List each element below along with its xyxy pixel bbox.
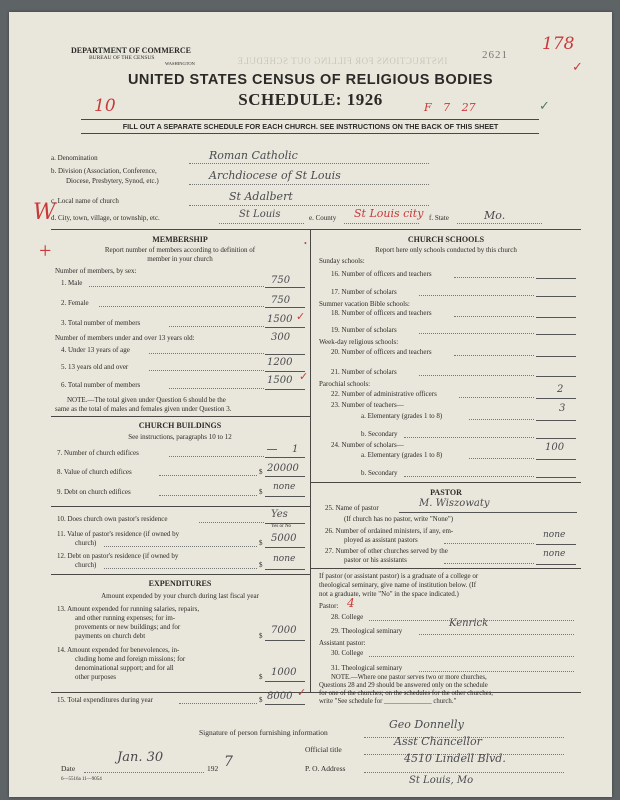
denomination-value: Roman Catholic — [209, 149, 298, 162]
q11-value: 5000 — [271, 533, 297, 544]
bureau-name: BUREAU OF THE CENSUS — [89, 55, 155, 61]
q1-male-label: 1. Male — [61, 279, 83, 287]
margin-mark: W — [33, 200, 56, 225]
membership-intro: Report number of members according to definition of — [104, 246, 256, 254]
dept-name: DEPARTMENT OF COMMERCE — [71, 46, 192, 55]
q1-male-value: 750 — [271, 275, 291, 286]
sunday-label: Sunday schools: — [319, 257, 365, 265]
ink-date: F 7 27 — [424, 101, 476, 114]
buildings-heading: CHURCH BUILDINGS — [138, 421, 222, 430]
q13-dollar: $ — [259, 632, 263, 640]
college-instructions-2: theological seminary, give name of institution below. (If — [319, 581, 477, 589]
center-divider — [310, 229, 311, 692]
q20-label: 20. Number of officers and teachers — [331, 348, 432, 356]
local-name-value: St Adalbert — [229, 190, 293, 203]
city-label: d. City, town, village, or township, etc. — [51, 214, 160, 222]
college-instructions-3: not a graduate, write "No" in the space indicated.) — [319, 590, 459, 598]
signature-value: Geo Donnelly — [389, 718, 464, 731]
q17-label: 17. Number of scholars — [331, 288, 397, 296]
q11-dollar: $ — [259, 539, 263, 547]
q14-label-4: other purposes — [75, 673, 117, 681]
division-value: Archdiocese of St Louis — [209, 169, 341, 182]
red-dot: • — [304, 239, 307, 248]
q26-value: none — [543, 530, 566, 540]
official-title-value: Asst Chancellor — [394, 735, 482, 748]
q14-value: 1000 — [271, 667, 297, 678]
q25-hint: (If church has no pastor, write "None") — [344, 515, 454, 523]
weekday-label: Week-day religious schools: — [319, 338, 399, 346]
q9-value: none — [273, 482, 296, 492]
summer-label: Summer vacation Bible schools: — [319, 300, 410, 308]
bleed-through-text: INSTRUCTIONS FOR FILLING OUT SCHEDULE — [237, 56, 448, 66]
schools-heading: CHURCH SCHOOLS — [407, 235, 485, 244]
address-value: 4510 Lindell Blvd. — [404, 752, 506, 765]
q30-label: 30. College — [331, 649, 364, 657]
check-q6: ✓ — [299, 371, 309, 383]
q7-label: 7. Number of church edifices — [57, 449, 139, 457]
pastor-label: Pastor: — [319, 602, 339, 610]
ink-number: 178 — [542, 34, 575, 54]
q4-under13-value: 300 — [271, 332, 291, 343]
county-label: e. County — [309, 214, 337, 222]
q12-label-2: church) — [75, 561, 97, 569]
q19-label: 19. Number of scholars — [331, 326, 397, 334]
division-label-2: Diocese, Presbytery, Synod, etc.) — [66, 177, 159, 185]
q29-value: Kenrick — [449, 618, 489, 629]
q29-label: 29. Theological seminary — [331, 627, 403, 635]
date-label: Date — [61, 764, 76, 773]
membership-note-2: same as the total of males and females given under Question 3. — [55, 405, 232, 413]
q10-hint: Yes or No — [271, 524, 292, 529]
q6-total-value: 1500 — [267, 375, 293, 386]
q13-label-3: provements or new buildings; and for — [75, 623, 181, 631]
ink-ten: 10 — [94, 96, 116, 116]
pastor-note: NOTE.—Where one pastor serves two or more churches, — [331, 674, 487, 681]
q28-label: 28. College — [331, 613, 364, 621]
q27-label-2: pastor or his assistants — [344, 556, 407, 564]
official-title-label: Official title — [305, 745, 342, 754]
city-value: St Louis — [239, 209, 281, 220]
section-bottom-rule — [51, 692, 581, 693]
q24-label: 24. Number of scholars— — [331, 441, 404, 449]
q8-dollar: $ — [259, 468, 263, 476]
q21-label: 21. Number of scholars — [331, 368, 397, 376]
q3-total-label: 3. Total number of members — [61, 319, 141, 327]
membership-intro-2: member in your church — [147, 255, 213, 263]
q7-strike — [267, 444, 277, 455]
q27-value: none — [543, 549, 566, 559]
q8-label: 8. Value of church edifices — [57, 468, 132, 476]
q14-label-3: denominational support; and for all — [75, 664, 174, 672]
q22-value: 2 — [557, 384, 564, 395]
q11-label: 11. Value of pastor's residence (if owned by — [57, 530, 180, 538]
form-number: 6—5516a 11—9054 — [61, 777, 102, 782]
q4-under13-label: 4. Under 13 years of age — [61, 346, 130, 354]
q16-label: 16. Number of officers and teachers — [331, 270, 432, 278]
cross-mark: + — [39, 238, 52, 263]
q31-label: 31. Theological seminary — [331, 664, 403, 672]
q13-label: 13. Amount expended for running salaries, repairs, — [57, 605, 200, 613]
q15-value: 8000 — [267, 691, 293, 702]
parochial-label: Parochial schools: — [319, 380, 371, 388]
q9-label: 9. Debt on church edifices — [57, 488, 131, 496]
q10-label: 10. Does church own pastor's residence — [57, 515, 168, 523]
q14-label-2: cluding home and foreign missions; for — [75, 655, 186, 663]
q12-value: none — [273, 554, 296, 564]
buildings-subheading: See instructions, paragraphs 10 to 12 — [128, 433, 232, 441]
local-name-label: c. Local name of church — [51, 197, 119, 205]
assistant-label: Assistant pastor: — [319, 639, 366, 647]
q25-value: M. Wiszowaty — [419, 498, 490, 509]
q6-total-label: 6. Total number of members — [61, 381, 141, 389]
check-mark-green: ✓ — [539, 98, 550, 113]
q27-label: 27. Number of other churches served by the — [325, 547, 448, 555]
address-label: P. O. Address — [305, 764, 346, 773]
city-name: WASHINGTON — [165, 61, 195, 66]
pastor-mark: 4 — [347, 596, 355, 610]
q26-label: 26. Number of ordained ministers, if any, em- — [325, 527, 454, 535]
q23b-label: b. Secondary — [361, 430, 398, 438]
q15-label: 15. Total expenditures during year — [57, 696, 153, 704]
membership-heading: MEMBERSHIP — [152, 235, 208, 244]
instructions-banner: FILL OUT A SEPARATE SCHEDULE FOR EACH CHURCH. SEE INSTRUCTIONS ON THE BACK OF THIS SHEET — [122, 122, 499, 131]
section-top-rule — [51, 229, 581, 230]
q14-label: 14. Amount expended for benevolences, in- — [57, 646, 180, 654]
q13-label-2: and other running expenses; for im- — [75, 614, 176, 622]
q15-dollar: $ — [259, 696, 263, 704]
q26-label-2: ployed as assistant pastors — [344, 536, 418, 544]
expenditures-heading: EXPENDITURES — [148, 579, 212, 588]
q12-label: 12. Debt on pastor's residence (if owned by — [57, 552, 179, 560]
check-q15: ✓ — [297, 687, 307, 699]
signature-label: Signature of person furnishing information — [199, 728, 328, 737]
q2-female-label: 2. Female — [61, 299, 89, 307]
schools-intro: Report here only schools conducted by this church — [375, 246, 517, 254]
q10-value: Yes — [271, 509, 288, 520]
q7-value: 1 — [292, 444, 299, 455]
q12-dollar: $ — [259, 561, 263, 569]
year-value: 7 — [224, 754, 233, 770]
q11-label-2: church) — [75, 539, 97, 547]
pastor-heading: PASTOR — [430, 488, 462, 497]
q24a-value: 100 — [545, 442, 565, 453]
q8-value: 20000 — [267, 463, 299, 474]
q3-total-value: 1500 — [267, 314, 293, 325]
pastor-note-4: write "See schedule for ______________ church." — [319, 698, 457, 705]
q23-label: 23. Number of teachers— — [331, 401, 404, 409]
q13-label-4: payments on church debt — [75, 632, 146, 640]
q22-label: 22. Number of administrative officers — [331, 390, 437, 398]
by-sex-label: Number of members, by sex: — [55, 267, 137, 275]
q23a-value: 3 — [559, 403, 566, 414]
form-title: UNITED STATES CENSUS OF RELIGIOUS BODIES — [127, 72, 494, 88]
pastor-note-3: for one of the churches; on the schedules for the other churches, — [319, 690, 494, 697]
expenditures-subheading: Amount expended by your church during last fiscal year — [101, 592, 259, 600]
census-schedule-page — [9, 12, 612, 797]
q23a-label: a. Elementary (grades 1 to 8) — [361, 412, 443, 420]
q2-female-value: 750 — [271, 295, 291, 306]
q5-over13-value: 1200 — [267, 357, 293, 368]
stamp-number: 2621 — [482, 49, 508, 61]
schedule-title: SCHEDULE: 1926 — [238, 90, 383, 109]
q24a-label: a. Elementary (grades 1 to 8) — [361, 451, 443, 459]
address-value-2: St Louis, Mo — [409, 775, 474, 786]
q14-dollar: $ — [259, 673, 263, 681]
q9-dollar: $ — [259, 488, 263, 496]
denomination-label: a. Denomination — [51, 154, 98, 162]
division-label: b. Division (Association, Conference, — [51, 167, 157, 175]
check-mark-red: ✓ — [572, 59, 583, 74]
q13-value: 7000 — [271, 625, 297, 636]
state-label: f. State — [429, 214, 449, 222]
pastor-note-2: Questions 28 and 29 should be answered only on the schedule — [319, 682, 488, 689]
membership-note: NOTE.—The total given under Question 6 should be the — [67, 396, 226, 404]
q24b-label: b. Secondary — [361, 469, 398, 477]
year-prefix: 192 — [207, 764, 219, 773]
q5-over13-label: 5. 13 years old and over — [61, 363, 129, 371]
q25-label: 25. Name of pastor — [325, 504, 379, 512]
date-value: Jan. 30 — [117, 750, 164, 765]
check-q3: ✓ — [296, 311, 306, 323]
age-intro-label: Number of members under and over 13 years old: — [55, 334, 195, 342]
q18-label: 18. Number of officers and teachers — [331, 309, 432, 317]
state-value: Mo. — [484, 209, 506, 222]
county-value: St Louis city — [354, 207, 424, 220]
college-instructions: If pastor (or assistant pastor) is a graduate of a college or — [319, 572, 479, 580]
